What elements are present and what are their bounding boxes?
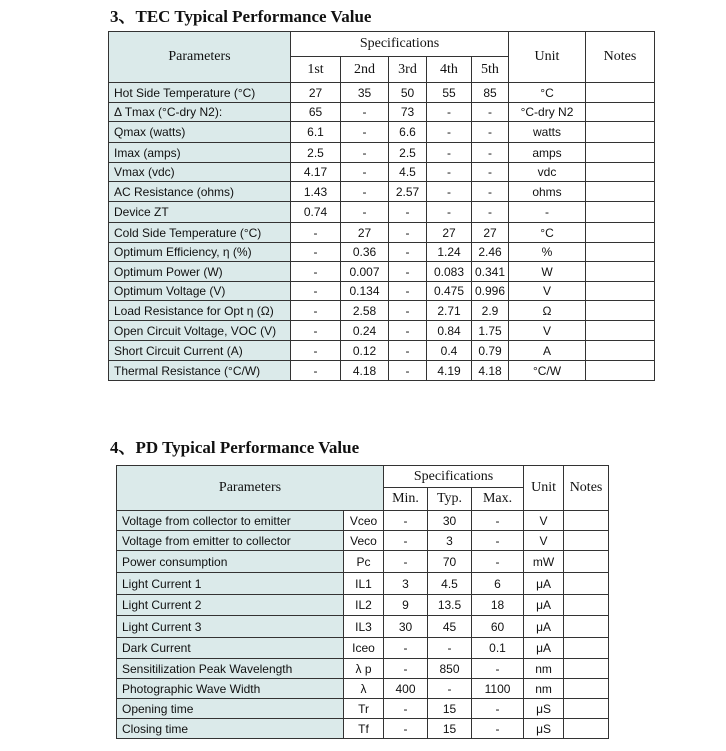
notes-cell <box>564 659 609 679</box>
table-row <box>109 282 655 301</box>
spec-value: 4.19 <box>427 361 472 381</box>
unit-value: V <box>509 282 586 301</box>
unit-value: V <box>524 511 564 531</box>
notes-cell <box>586 341 655 361</box>
spec-value: 15 <box>428 699 472 719</box>
parameter-label: Light Current 1 <box>117 573 344 595</box>
pd-section-title: 4、PD Typical Performance Value <box>110 438 360 457</box>
spec-value: 0.083 <box>427 262 472 282</box>
spec-value: - <box>427 182 472 202</box>
parameter-label: Imax (amps) <box>109 143 291 163</box>
table-row <box>117 699 609 719</box>
parameter-label: Load Resistance for Opt η (Ω) <box>109 301 291 321</box>
spec-value: 65 <box>291 103 341 122</box>
spec-value: 0.134 <box>341 282 389 301</box>
spec-value: - <box>472 182 509 202</box>
unit-value: nm <box>524 679 564 699</box>
spec-value: 1100 <box>472 679 524 699</box>
spec-value: - <box>291 361 341 381</box>
spec-value: - <box>341 122 389 143</box>
symbol-value: Iceo <box>344 638 384 659</box>
unit-value: Ω <box>509 301 586 321</box>
spec-value: - <box>472 103 509 122</box>
parameter-label: Optimum Voltage (V) <box>109 282 291 301</box>
unit-value: V <box>509 321 586 341</box>
pd-spec-col-header: Min. <box>384 488 428 511</box>
spec-value: 3 <box>384 573 428 595</box>
table-row <box>109 361 655 381</box>
spec-value: 6 <box>472 573 524 595</box>
notes-cell <box>564 679 609 699</box>
tec-unit-header: Unit <box>509 32 586 83</box>
notes-cell <box>586 282 655 301</box>
notes-cell <box>586 83 655 103</box>
unit-value: watts <box>509 122 586 143</box>
table-row <box>109 143 655 163</box>
spec-value: 0.36 <box>341 243 389 262</box>
spec-value: 4.18 <box>341 361 389 381</box>
parameter-label: Short Circuit Current (A) <box>109 341 291 361</box>
spec-value: 1.75 <box>472 321 509 341</box>
spec-value: - <box>427 143 472 163</box>
spec-value: 30 <box>384 616 428 638</box>
parameter-label: Light Current 3 <box>117 616 344 638</box>
spec-value: - <box>341 182 389 202</box>
parameter-label: Optimum Efficiency, η (%) <box>109 243 291 262</box>
symbol-value: Pc <box>344 551 384 573</box>
spec-value: - <box>472 719 524 739</box>
table-row <box>117 595 609 616</box>
spec-value: 2.58 <box>341 301 389 321</box>
spec-value: 70 <box>428 551 472 573</box>
tec-spec-col-header: 1st <box>291 57 341 83</box>
spec-value: 27 <box>472 223 509 243</box>
spec-value: - <box>291 262 341 282</box>
table-row <box>117 719 609 739</box>
table-row <box>109 103 655 122</box>
parameter-label: Opening time <box>117 699 344 719</box>
unit-value: μA <box>524 638 564 659</box>
spec-value: 3 <box>428 531 472 551</box>
spec-value: 0.79 <box>472 341 509 361</box>
notes-cell <box>586 321 655 341</box>
spec-value: - <box>384 531 428 551</box>
spec-value: - <box>384 659 428 679</box>
spec-value: - <box>389 282 427 301</box>
spec-value: 15 <box>428 719 472 739</box>
spec-value: 0.341 <box>472 262 509 282</box>
spec-value: - <box>291 301 341 321</box>
spec-value: 2.57 <box>389 182 427 202</box>
spec-value: 27 <box>341 223 389 243</box>
unit-value: % <box>509 243 586 262</box>
pd-specifications-header: Specifications <box>384 466 524 488</box>
symbol-value: Tr <box>344 699 384 719</box>
unit-value: - <box>509 202 586 223</box>
spec-value: 9 <box>384 595 428 616</box>
spec-value: - <box>389 361 427 381</box>
notes-cell <box>586 262 655 282</box>
symbol-value: IL1 <box>344 573 384 595</box>
spec-value: 55 <box>427 83 472 103</box>
parameter-label: Cold Side Temperature (°C) <box>109 223 291 243</box>
tec-spec-col-header: 5th <box>472 57 509 83</box>
spec-value: - <box>472 202 509 223</box>
spec-value: 13.5 <box>428 595 472 616</box>
parameter-label: Hot Side Temperature (°C) <box>109 83 291 103</box>
spec-value: - <box>291 282 341 301</box>
tec-spec-col-header: 3rd <box>389 57 427 83</box>
unit-value: amps <box>509 143 586 163</box>
unit-value: μA <box>524 573 564 595</box>
symbol-value: Tf <box>344 719 384 739</box>
unit-value: V <box>524 531 564 551</box>
parameter-label: Dark Current <box>117 638 344 659</box>
notes-cell <box>586 122 655 143</box>
spec-value: 2.5 <box>291 143 341 163</box>
unit-value: mW <box>524 551 564 573</box>
spec-value: 6.6 <box>389 122 427 143</box>
notes-cell <box>564 699 609 719</box>
spec-value: 4.5 <box>389 163 427 182</box>
tec-spec-col-header: 2nd <box>341 57 389 83</box>
notes-cell <box>586 243 655 262</box>
table-row <box>109 83 655 103</box>
spec-value: - <box>341 202 389 223</box>
parameter-label: Power consumption <box>117 551 344 573</box>
spec-value: 60 <box>472 616 524 638</box>
spec-value: 4.17 <box>291 163 341 182</box>
spec-value: 0.24 <box>341 321 389 341</box>
spec-value: - <box>384 638 428 659</box>
symbol-value: IL2 <box>344 595 384 616</box>
spec-value: - <box>389 223 427 243</box>
spec-value: - <box>389 243 427 262</box>
spec-value: - <box>341 103 389 122</box>
spec-value: 0.4 <box>427 341 472 361</box>
spec-value: 850 <box>428 659 472 679</box>
spec-value: 0.74 <box>291 202 341 223</box>
notes-cell <box>586 202 655 223</box>
notes-cell <box>564 511 609 531</box>
parameter-label: Δ Tmax (°C-dry N2): <box>109 103 291 122</box>
notes-cell <box>586 143 655 163</box>
symbol-value: Veco <box>344 531 384 551</box>
table-row <box>117 573 609 595</box>
table-row <box>109 301 655 321</box>
spec-value: 6.1 <box>291 122 341 143</box>
notes-cell <box>564 573 609 595</box>
spec-value: - <box>341 143 389 163</box>
spec-value: 27 <box>291 83 341 103</box>
notes-cell <box>586 361 655 381</box>
table-row <box>117 551 609 573</box>
pd-parameters-header: Parameters <box>117 466 384 511</box>
pd-unit-header: Unit <box>524 466 564 511</box>
spec-value: - <box>427 163 472 182</box>
spec-value: - <box>472 143 509 163</box>
spec-value: - <box>384 699 428 719</box>
pd-spec-col-header: Max. <box>472 488 524 511</box>
spec-value: - <box>384 719 428 739</box>
spec-value: - <box>389 341 427 361</box>
unit-value: W <box>509 262 586 282</box>
unit-value: °C/W <box>509 361 586 381</box>
symbol-value: Vceo <box>344 511 384 531</box>
notes-cell <box>586 182 655 202</box>
table-row <box>109 202 655 223</box>
tec-parameters-header: Parameters <box>109 32 291 83</box>
tec-performance-table <box>108 31 655 381</box>
spec-value: - <box>427 202 472 223</box>
unit-value: A <box>509 341 586 361</box>
unit-value: °C-dry N2 <box>509 103 586 122</box>
table-row <box>109 223 655 243</box>
tec-specifications-header: Specifications <box>291 32 509 57</box>
spec-value: 2.46 <box>472 243 509 262</box>
symbol-value: IL3 <box>344 616 384 638</box>
spec-value: 2.5 <box>389 143 427 163</box>
table-row <box>109 341 655 361</box>
spec-value: 2.71 <box>427 301 472 321</box>
spec-value: - <box>291 243 341 262</box>
symbol-value: λ p <box>344 659 384 679</box>
unit-value: μA <box>524 616 564 638</box>
spec-value: - <box>389 301 427 321</box>
table-row <box>109 163 655 182</box>
spec-value: 27 <box>427 223 472 243</box>
spec-value: 0.12 <box>341 341 389 361</box>
spec-value: 4.5 <box>428 573 472 595</box>
notes-cell <box>564 638 609 659</box>
parameter-label: Light Current 2 <box>117 595 344 616</box>
parameter-label: Vmax (vdc) <box>109 163 291 182</box>
notes-cell <box>564 719 609 739</box>
spec-value: - <box>472 163 509 182</box>
spec-value: 30 <box>428 511 472 531</box>
notes-cell <box>564 531 609 551</box>
spec-value: 73 <box>389 103 427 122</box>
spec-value: 1.24 <box>427 243 472 262</box>
spec-value: - <box>291 341 341 361</box>
spec-value: - <box>341 163 389 182</box>
spec-value: - <box>427 103 472 122</box>
parameter-label: Closing time <box>117 719 344 739</box>
spec-value: 85 <box>472 83 509 103</box>
table-row <box>117 659 609 679</box>
parameter-label: AC Resistance (ohms) <box>109 182 291 202</box>
spec-value: 18 <box>472 595 524 616</box>
tec-spec-col-header: 4th <box>427 57 472 83</box>
table-row <box>109 182 655 202</box>
parameter-label: Thermal Resistance (°C/W) <box>109 361 291 381</box>
spec-value: - <box>389 321 427 341</box>
spec-value: 400 <box>384 679 428 699</box>
spec-value: - <box>427 122 472 143</box>
spec-value: - <box>472 122 509 143</box>
unit-value: vdc <box>509 163 586 182</box>
parameter-label: Optimum Power (W) <box>109 262 291 282</box>
spec-value: - <box>428 679 472 699</box>
notes-cell <box>586 301 655 321</box>
parameter-label: Qmax (watts) <box>109 122 291 143</box>
unit-value: ohms <box>509 182 586 202</box>
parameter-label: Voltage from collector to emitter <box>117 511 344 531</box>
table-row <box>117 531 609 551</box>
unit-value: μS <box>524 699 564 719</box>
notes-cell <box>586 103 655 122</box>
unit-value: °C <box>509 83 586 103</box>
parameter-label: Voltage from emitter to collector <box>117 531 344 551</box>
unit-value: °C <box>509 223 586 243</box>
notes-cell <box>564 616 609 638</box>
unit-value: μA <box>524 595 564 616</box>
parameter-label: Sensitilization Peak Wavelength <box>117 659 344 679</box>
tec-section-title: 3、TEC Typical Performance Value <box>110 7 372 26</box>
spec-value: - <box>384 551 428 573</box>
tec-notes-header: Notes <box>586 32 655 83</box>
pd-performance-table <box>116 465 609 739</box>
spec-value: - <box>472 659 524 679</box>
symbol-value: λ <box>344 679 384 699</box>
table-row <box>117 511 609 531</box>
spec-value: 4.18 <box>472 361 509 381</box>
spec-value: 0.996 <box>472 282 509 301</box>
spec-value: - <box>389 262 427 282</box>
spec-value: - <box>472 699 524 719</box>
notes-cell <box>564 595 609 616</box>
notes-cell <box>586 163 655 182</box>
spec-value: 0.475 <box>427 282 472 301</box>
spec-value: 45 <box>428 616 472 638</box>
unit-value: μS <box>524 719 564 739</box>
notes-cell <box>564 551 609 573</box>
table-row <box>109 321 655 341</box>
spec-value: - <box>389 202 427 223</box>
spec-value: - <box>472 531 524 551</box>
table-row <box>109 262 655 282</box>
parameter-label: Device ZT <box>109 202 291 223</box>
spec-value: 35 <box>341 83 389 103</box>
spec-value: - <box>472 511 524 531</box>
table-row <box>117 638 609 659</box>
table-row <box>109 243 655 262</box>
table-row <box>109 122 655 143</box>
table-row <box>117 679 609 699</box>
spec-value: - <box>291 321 341 341</box>
notes-cell <box>586 223 655 243</box>
spec-value: 0.84 <box>427 321 472 341</box>
spec-value: - <box>428 638 472 659</box>
spec-value: - <box>384 511 428 531</box>
spec-value: - <box>472 551 524 573</box>
spec-value: - <box>291 223 341 243</box>
spec-value: 0.007 <box>341 262 389 282</box>
pd-spec-col-header: Typ. <box>428 488 472 511</box>
table-row <box>117 616 609 638</box>
parameter-label: Photographic Wave Width <box>117 679 344 699</box>
spec-value: 0.1 <box>472 638 524 659</box>
pd-notes-header: Notes <box>564 466 609 511</box>
spec-value: 2.9 <box>472 301 509 321</box>
spec-value: 1.43 <box>291 182 341 202</box>
unit-value: nm <box>524 659 564 679</box>
spec-value: 50 <box>389 83 427 103</box>
parameter-label: Open Circuit Voltage, VOC (V) <box>109 321 291 341</box>
